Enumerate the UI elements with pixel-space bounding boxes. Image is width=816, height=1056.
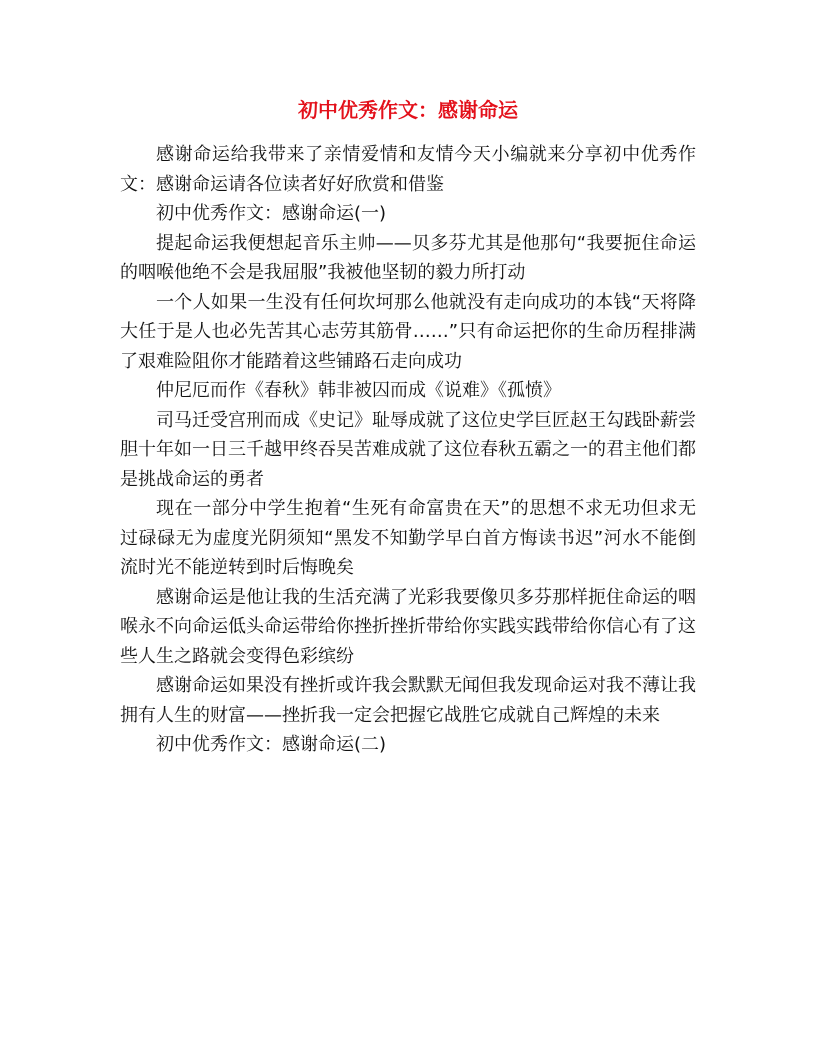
section-heading-1: 初中优秀作文：感谢命运(一) xyxy=(156,203,387,224)
paragraph: 一个人如果一生没有任何坎坷那么他就没有走向成功的本钱“天将降大任于是人也必先苦其心志劳其筋骨……”只有命运把你的生命历程排满了艰难险阻你才能踏着这些铺路石走向成功 xyxy=(120,291,696,372)
section-heading-2: 初中优秀作文：感谢命运(二) xyxy=(156,734,387,755)
paragraph: 司马迁受宫刑而成《史记》耻辱成就了这位史学巨匠赵王勾践卧薪尝胆十年如一日三千越甲终吞吴苦难成就了这位春秋五霸之一的君主他们都是挑战命运的勇者 xyxy=(120,409,696,490)
paragraph: 现在一部分中学生抱着“生死有命富贵在天”的思想不求无功但求无过碌碌无为虚度光阴须知“黑发不知勤学早白首方悔读书迟”河水不能倒流时光不能逆转到时后悔晚矣 xyxy=(120,498,696,578)
paragraph: 感谢命运是他让我的生活充满了光彩我要像贝多芬那样扼住命运的咽喉永不向命运低头命运带给你挫折挫折带给你实践实践带给你信心有了这些人生之路就会变得色彩缤纷 xyxy=(120,586,696,667)
document-title: 初中优秀作文：感谢命运 xyxy=(298,98,518,122)
paragraph: 仲尼厄而作《春秋》韩非被囚而成《说难》《孤愤》 xyxy=(156,380,561,401)
paragraph: 提起命运我便想起音乐主帅——贝多芬尤其是他那句“我要扼住命运的咽喉他绝不会是我屈服”我被他坚韧的毅力所打动 xyxy=(120,232,696,283)
paragraph: 感谢命运如果没有挫折或许我会默默无闻但我发现命运对我不薄让我拥有人生的财富——挫折我一定会把握它战胜它成就自己辉煌的未来 xyxy=(120,675,696,726)
document-body xyxy=(120,140,696,760)
paragraph-intro: 感谢命运给我带来了亲情爱情和友情今天小编就来分享初中优秀作文：感谢命运请各位读者好好欣赏和借鉴 xyxy=(120,144,696,195)
